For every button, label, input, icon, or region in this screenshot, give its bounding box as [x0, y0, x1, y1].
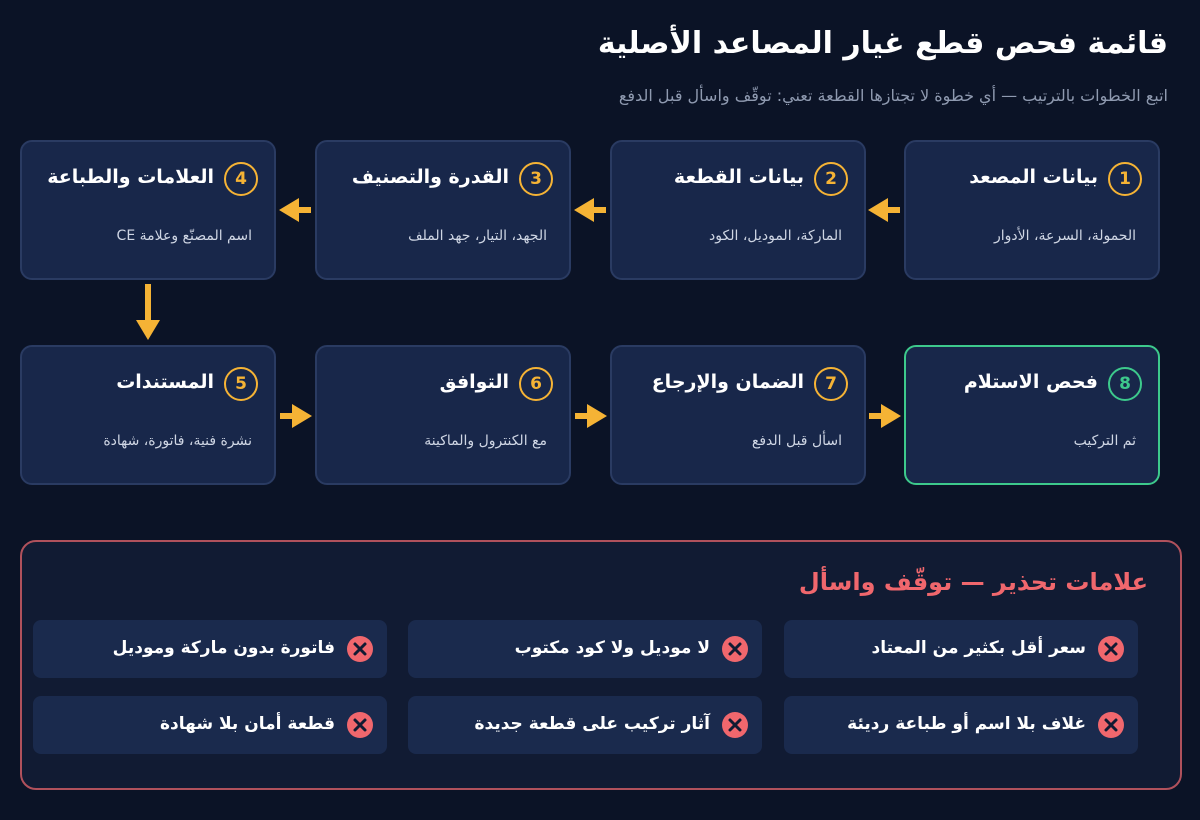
- step-card-3: [315, 140, 571, 280]
- warning-item: [408, 696, 762, 754]
- step-card-7: [610, 345, 866, 485]
- arrow-icon: [573, 402, 609, 430]
- warning-text: فاتورة بدون ماركة وموديل: [112, 638, 335, 658]
- step-number-badge: 5: [224, 367, 258, 401]
- step-description: اسم المصنّع وعلامة CE: [116, 228, 252, 244]
- step-number-badge: 6: [519, 367, 553, 401]
- x-circle-icon: [722, 712, 748, 738]
- step-description: ثم التركيب: [1073, 433, 1136, 449]
- arrow-icon: [278, 402, 314, 430]
- arrow-icon: [277, 196, 313, 224]
- step-description: الماركة، الموديل، الكود: [709, 228, 842, 244]
- step-description: الحمولة، السرعة، الأدوار: [994, 228, 1136, 244]
- x-circle-icon: [1098, 636, 1124, 662]
- step-number-badge: 4: [224, 162, 258, 196]
- step-title: فحص الاستلام: [963, 371, 1098, 393]
- x-circle-icon: [722, 636, 748, 662]
- x-circle-icon: [1098, 712, 1124, 738]
- arrow-icon: [866, 196, 902, 224]
- step-card-6: [315, 345, 571, 485]
- page-subtitle: اتبع الخطوات بالترتيب — أي خطوة لا تجتازها القطعة تعني: توقّف واسأل قبل الدفع: [618, 86, 1168, 105]
- warning-item: [408, 620, 762, 678]
- warning-text: غلاف بلا اسم أو طباعة رديئة: [847, 714, 1086, 734]
- step-description: مع الكنترول والماكينة: [424, 433, 547, 449]
- x-circle-icon: [347, 712, 373, 738]
- step-title: المستندات: [116, 371, 214, 393]
- page-title: قائمة فحص قطع غيار المصاعد الأصلية: [597, 26, 1168, 61]
- step-number-badge: 1: [1108, 162, 1142, 196]
- step-description: الجهد، التيار، جهد الملف: [408, 228, 547, 244]
- step-title: العلامات والطباعة: [47, 166, 214, 188]
- warning-text: سعر أقل بكثير من المعتاد: [871, 638, 1086, 658]
- warning-item: [33, 620, 387, 678]
- step-number-badge: 7: [814, 367, 848, 401]
- arrow-icon: [572, 196, 608, 224]
- step-title: بيانات القطعة: [673, 166, 804, 188]
- step-title: الضمان والإرجاع: [651, 371, 804, 393]
- step-title: التوافق: [439, 371, 509, 393]
- warning-text: لا موديل ولا كود مكتوب: [514, 638, 710, 658]
- step-number-badge: 2: [814, 162, 848, 196]
- warning-title: علامات تحذير — توقّف واسأل: [798, 568, 1148, 596]
- step-description: اسأل قبل الدفع: [751, 433, 842, 449]
- step-card-2: [610, 140, 866, 280]
- step-card-8: [904, 345, 1160, 485]
- x-circle-icon: [347, 636, 373, 662]
- arrow-icon: [867, 402, 903, 430]
- warning-item: [784, 696, 1138, 754]
- step-title: القدرة والتصنيف: [351, 166, 509, 188]
- arrow-icon: [134, 284, 162, 342]
- step-number-badge: 3: [519, 162, 553, 196]
- warning-text: قطعة أمان بلا شهادة: [160, 714, 335, 734]
- warning-text: آثار تركيب على قطعة جديدة: [474, 714, 710, 734]
- step-description: نشرة فنية، فاتورة، شهادة: [103, 433, 252, 449]
- step-card-1: [904, 140, 1160, 280]
- step-card-5: [20, 345, 276, 485]
- step-title: بيانات المصعد: [969, 166, 1098, 188]
- step-number-badge: 8: [1108, 367, 1142, 401]
- step-card-4: [20, 140, 276, 280]
- warning-item: [33, 696, 387, 754]
- warning-item: [784, 620, 1138, 678]
